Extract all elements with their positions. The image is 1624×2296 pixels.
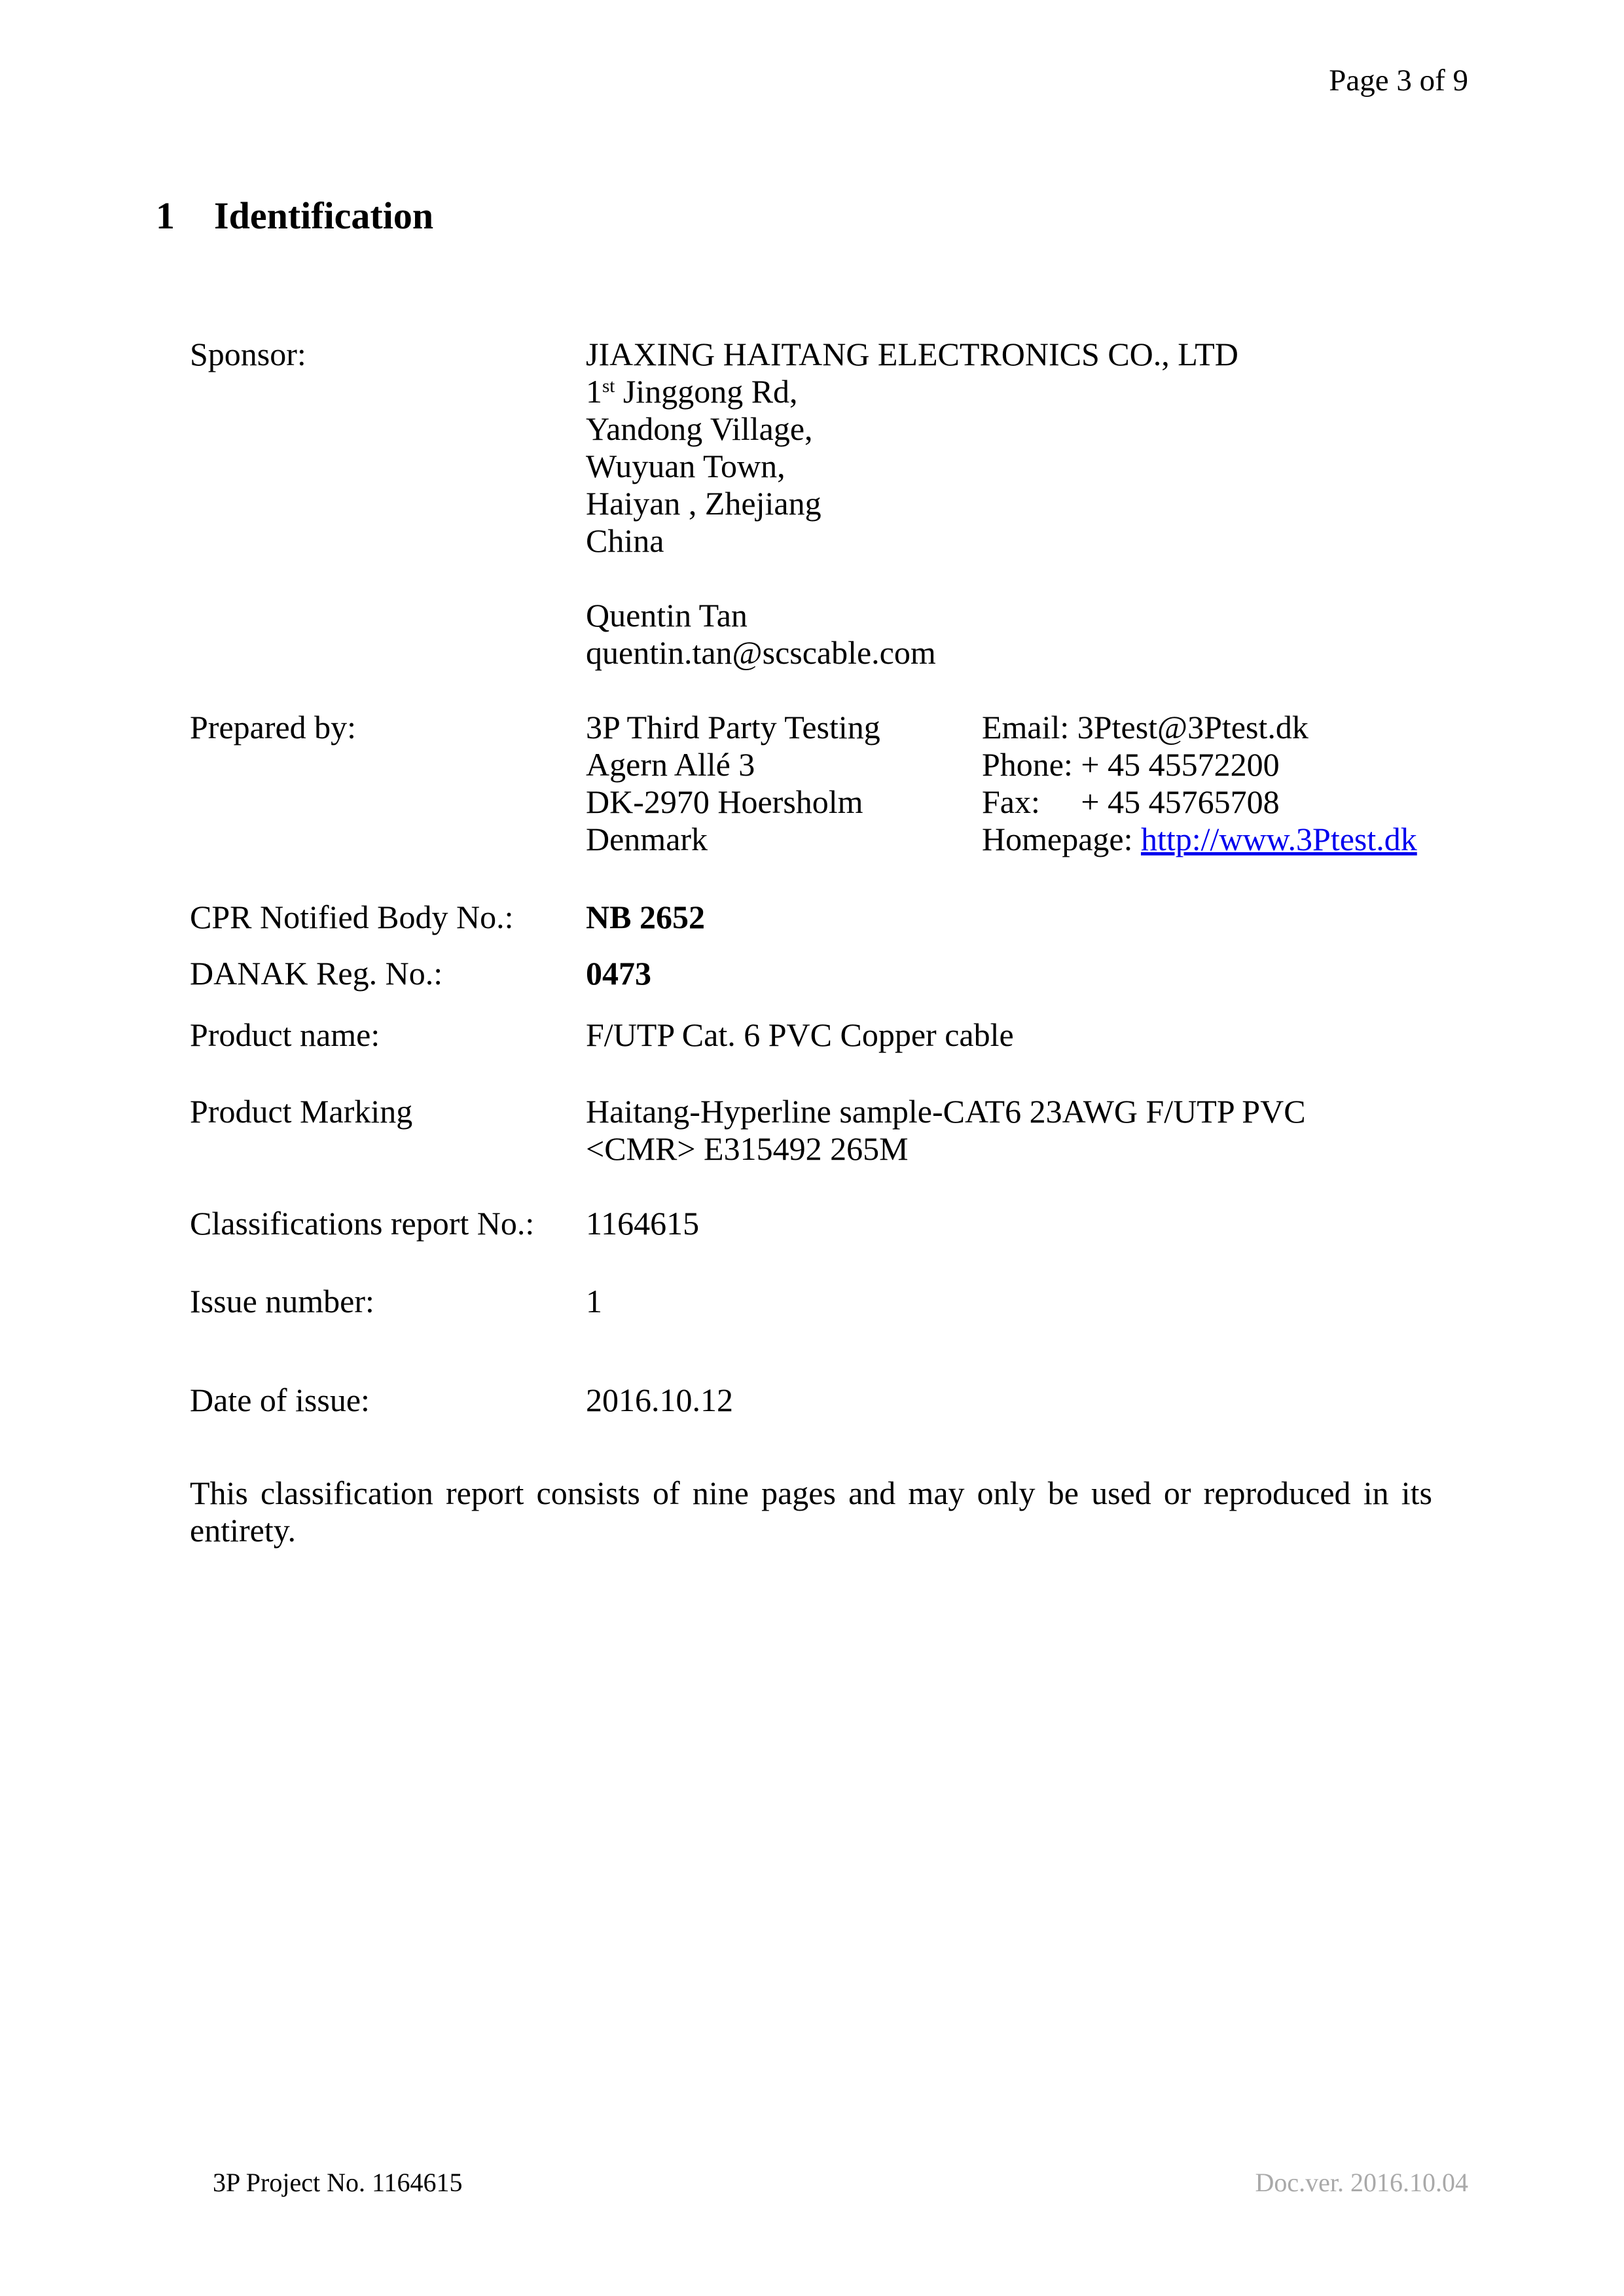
prepared-by-line: 3P Third Party Testing bbox=[586, 709, 880, 745]
report-no-label: Classifications report No.: bbox=[190, 1205, 535, 1242]
product-name-label: Product name: bbox=[190, 1016, 380, 1053]
sponsor-address-line: China bbox=[586, 522, 664, 559]
date-of-issue-label: Date of issue: bbox=[190, 1382, 370, 1418]
danak-label: DANAK Reg. No.: bbox=[190, 955, 443, 992]
lab-phone: Phone: + 45 45572200 bbox=[982, 746, 1280, 783]
contact-email: quentin.tan@scscable.com bbox=[586, 634, 936, 671]
street-number: 1 bbox=[586, 373, 602, 410]
street-name: Jinggong Rd, bbox=[615, 373, 798, 410]
contact-name: Quentin Tan bbox=[586, 597, 748, 634]
prepared-by-line: Agern Allé 3 bbox=[586, 746, 755, 783]
section-heading bbox=[156, 194, 433, 238]
lab-homepage-line bbox=[982, 821, 1417, 858]
footer-doc-version: Doc.ver. 2016.10.04 bbox=[1255, 2168, 1468, 2197]
homepage-link[interactable]: http://www.3Ptest.dk bbox=[1140, 821, 1417, 857]
prepared-by-label: Prepared by: bbox=[190, 709, 357, 745]
product-marking-line: <CMR> E315492 265M bbox=[586, 1130, 909, 1167]
issue-number-label: Issue number: bbox=[190, 1283, 374, 1319]
page-number: Page 3 of 9 bbox=[1329, 63, 1468, 98]
prepared-by-line: Denmark bbox=[586, 821, 708, 857]
homepage-label: Homepage: bbox=[982, 821, 1141, 857]
section-title: Identification bbox=[214, 194, 434, 237]
danak-value: 0473 bbox=[586, 955, 651, 992]
entirety-note-line2: entirety. bbox=[190, 1512, 296, 1549]
section-number: 1 bbox=[156, 194, 175, 237]
sponsor-address-block bbox=[586, 336, 1238, 560]
date-of-issue-value: 2016.10.12 bbox=[586, 1382, 733, 1418]
footer-project-number: 3P Project No. 1164615 bbox=[213, 2168, 463, 2197]
prepared-by-address-block bbox=[586, 709, 880, 858]
sponsor-label: Sponsor: bbox=[190, 336, 306, 372]
lab-email: Email: 3Ptest@3Ptest.dk bbox=[982, 709, 1308, 745]
issue-number-value: 1 bbox=[586, 1283, 602, 1319]
sponsor-company: JIAXING HAITANG ELECTRONICS CO., LTD bbox=[586, 336, 1238, 372]
lab-fax: Fax: + 45 45765708 bbox=[982, 783, 1280, 820]
product-marking-value bbox=[586, 1093, 1306, 1168]
sponsor-address-line: Wuyuan Town, bbox=[586, 448, 785, 484]
product-marking-line: Haitang-Hyperline sample-CAT6 23AWG F/UTP PVC bbox=[586, 1093, 1306, 1130]
sponsor-contact-block bbox=[586, 597, 936, 672]
prepared-by-line: DK-2970 Hoersholm bbox=[586, 783, 863, 820]
report-no-value: 1164615 bbox=[586, 1205, 700, 1242]
prepared-by-contact-block bbox=[982, 709, 1417, 858]
product-marking-label: Product Marking bbox=[190, 1093, 413, 1130]
entirety-note bbox=[190, 1475, 1432, 1549]
sponsor-street bbox=[586, 373, 1238, 410]
sponsor-address-line: Yandong Village, bbox=[586, 410, 813, 447]
entirety-note-line1: This classification report consists of nine pages and may only be used or reproduced in its bbox=[190, 1475, 1432, 1511]
cpr-label: CPR Notified Body No.: bbox=[190, 899, 514, 935]
product-name-value: F/UTP Cat. 6 PVC Copper cable bbox=[586, 1016, 1014, 1053]
sponsor-address-line: Haiyan , Zhejiang bbox=[586, 485, 821, 522]
street-ordinal: st bbox=[602, 376, 615, 397]
cpr-value: NB 2652 bbox=[586, 899, 705, 935]
